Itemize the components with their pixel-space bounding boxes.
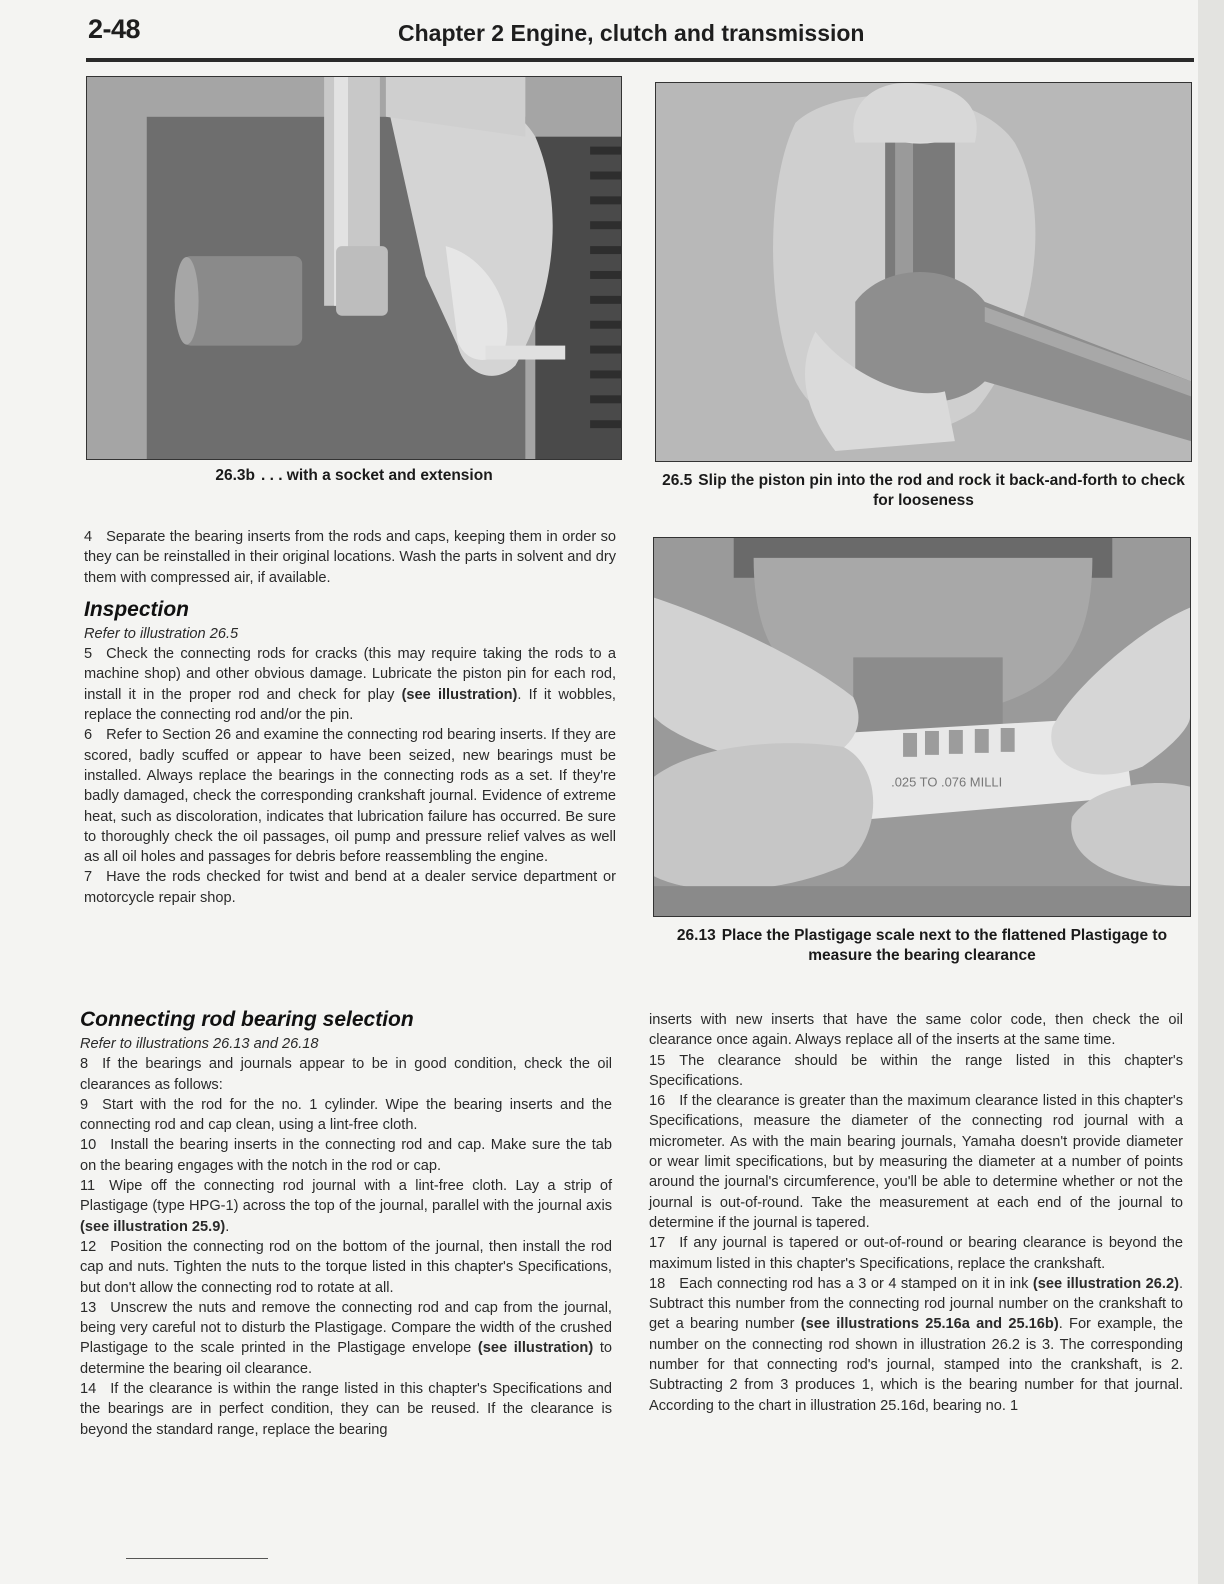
- figure-26-3b-photo: [86, 76, 622, 460]
- figure-26-13-photo: [653, 537, 1191, 917]
- paragraph-text: If the clearance is within the range listed in this chapter's Specifications and the bearings are in perfect condition, they can be reused. If the clearance is beyond the standard range, replace the bearing: [80, 1381, 612, 1438]
- page-edge-shadow: [1198, 0, 1224, 1584]
- paragraph-15: [649, 1051, 1183, 1092]
- paragraph-number: 15: [649, 1052, 666, 1069]
- paragraph-13: [80, 1298, 612, 1379]
- paragraph-5: [84, 644, 616, 725]
- paragraph-number: 13: [80, 1299, 97, 1316]
- paragraph-text: to determine the bearing oil clearance.: [80, 1340, 613, 1377]
- paragraph-text: .: [225, 1218, 230, 1235]
- paragraph-number: 14: [80, 1381, 97, 1398]
- paragraph-14: [80, 1379, 612, 1440]
- illustration-reference: (see illustrations 25.16a and 25.16b): [800, 1316, 1059, 1333]
- inspection-reference: Refer to illustration 26.5: [84, 625, 239, 642]
- caption-26-3b: [86, 466, 622, 486]
- figure-26-5-photo: [655, 82, 1192, 462]
- figure-caption-text: Slip the piston pin into the rod and rock it back-and-forth to check for looseness: [698, 472, 1185, 509]
- figure-number: 26.13: [676, 927, 716, 944]
- paragraph-6: [84, 725, 616, 867]
- right-column-lower: [649, 1010, 1183, 1416]
- figure-number: 26.5: [662, 472, 693, 489]
- paragraph-8: [80, 1054, 612, 1095]
- paragraph-number: 12: [80, 1238, 97, 1255]
- paragraph-10: [80, 1135, 612, 1176]
- paragraph-text: Unscrew the nuts and remove the connecting rod and cap from the journal, being very careful not to disturb the Plastigage. Compare the width of the crushed Plastigage to the scale printed in the Plastigage envelope: [80, 1299, 612, 1357]
- paragraph-text: Each connecting rod has a 3 or 4 stamped on it in ink: [679, 1275, 1033, 1292]
- footer-mark: [126, 1558, 268, 1559]
- paragraph-18: [649, 1274, 1183, 1416]
- paragraph-4: [84, 527, 616, 588]
- plastigage-scale-label: .025 TO .076 MILLI: [891, 774, 1003, 790]
- illustration-reference: (see illustration): [477, 1340, 594, 1357]
- figure-number: 26.3b: [215, 467, 255, 484]
- paragraph-14-continued: inserts with new inserts that have the same color code, then check the oil clearance once again. Always replace all of the inserts at the same time.: [649, 1012, 1183, 1049]
- paragraph-number: 17: [649, 1235, 666, 1252]
- header-rule: [86, 58, 1194, 62]
- paragraph-17: [649, 1233, 1183, 1274]
- paragraph-number: 8: [80, 1056, 89, 1073]
- paragraph-text: Wipe off the connecting rod journal with a lint-free cloth. Lay a strip of Plastigage (type HPG-1) across the top of the journal, parallel with the journal axis: [80, 1178, 612, 1215]
- figure-caption-text: Place the Plastigage scale next to the flattened Plastigage to measure the bearing clearance: [721, 927, 1168, 964]
- paragraph-text: . If it wobbles, replace the connecting rod and/or the pin.: [84, 686, 616, 724]
- figure-caption-text: . . . with a socket and extension: [260, 467, 493, 484]
- paragraph-number: 16: [649, 1093, 666, 1110]
- paragraph-text: . Subtract this number from the connecting rod journal number on the crankshaft to get a bearing number: [649, 1275, 1183, 1333]
- paragraph-11: [80, 1176, 612, 1237]
- paragraph-text: If the bearings and journals appear to be in good condition, check the oil clearances as follows:: [80, 1056, 612, 1093]
- paragraph-9: [80, 1095, 612, 1136]
- paragraph-number: 4: [84, 529, 93, 545]
- paragraph-12: [80, 1237, 612, 1298]
- paragraph-text: The clearance should be within the range listed in this chapter's Specifications.: [649, 1052, 1183, 1089]
- left-column-upper: [84, 527, 616, 908]
- paragraph-text: Check the connecting rods for cracks (this may require taking the rods to a machine shop) and other obvious damage. Lubricate the piston pin for each rod, install it in the proper rod and check for play: [84, 646, 616, 703]
- paragraph-number: 9: [80, 1096, 89, 1113]
- illustration-reference: (see illustration 26.2): [1032, 1275, 1179, 1292]
- illustration-reference: (see illustration): [401, 686, 518, 703]
- paragraph-text: . For example, the number on the connecting rod shown in illustration 26.2 is 3. The corresponding number for that connecting rod's journal, stamped into the crankshaft, is 2. Subtracting 2 from 3 produces 1, which is the bearing number for that journal. According to the chart in illustration 25.16d, bearing no. 1: [649, 1316, 1183, 1414]
- paragraph-text: Start with the rod for the no. 1 cylinder. Wipe the bearing inserts and the connecting rod and cap clean, using a lint-free cloth.: [80, 1096, 612, 1134]
- page-number: 2-48: [88, 14, 141, 44]
- paragraph-text: If the clearance is greater than the maximum clearance listed in this chapter's Specifications, measure the diameter of the connecting rod journal with a micrometer. As with the main bearing journals, Yamaha doesn't provide diameter or wear limit specifications, but by measuring the diameter at a number of points around the journal's circumference, you'll be able to determine whether or not the journal is out-of-round. Take the measurement at each end of the journal to determine if the journal is tapered.: [649, 1093, 1183, 1231]
- paragraph-number: 7: [84, 869, 93, 886]
- paragraph-text: Position the connecting rod on the bottom of the journal, then install the rod cap and nuts. Tighten the nuts to the torque listed in this chapter's Specifications, but don't allow the connecting rod to rotate at all.: [80, 1238, 612, 1296]
- caption-26-5: [655, 471, 1192, 511]
- caption-26-13: [653, 926, 1191, 966]
- paragraph-text: If any journal is tapered or out-of-round or bearing clearance is beyond the maximum listed in this chapter's Specifications, replace the crankshaft.: [649, 1235, 1183, 1272]
- left-column-lower: [80, 1006, 612, 1440]
- paragraph-number: 6: [84, 727, 93, 744]
- heading-connecting-rod-bearing-selection: Connecting rod bearing selection: [80, 1008, 414, 1031]
- paragraph-number: 18: [649, 1275, 666, 1292]
- paragraph-text: Refer to Section 26 and examine the connecting rod bearing inserts. If they are scored, badly scuffed or appear to have been seized, new bearings must be installed. Always replace the bearings in the connecting rods as a set. If they're badly damaged, check the corresponding crankshaft journal. Evidence of extreme heat, such as discoloration, indicates that lubrication failure has occurred. Be sure to thoroughly check the oil passages, oil pump and pressure relief valves as well as all oil holes and passages for debris before reassembling the engine.: [84, 727, 616, 866]
- paragraph-text: Separate the bearing inserts from the rods and caps, keeping them in order so they can be reinstalled in their original locations. Wash the parts in solvent and dry them with compressed air, if available.: [84, 529, 616, 586]
- paragraph-7: [84, 867, 616, 908]
- chapter-title: Chapter 2 Engine, clutch and transmission: [398, 20, 865, 46]
- paragraph-text: Install the bearing inserts in the connecting rod and cap. Make sure the tab on the bearing engages with the notch in the rod or cap.: [80, 1137, 612, 1174]
- illustration-reference: (see illustration 25.9): [80, 1218, 226, 1235]
- selection-reference: Refer to illustrations 26.13 and 26.18: [80, 1036, 319, 1052]
- paragraph-number: 5: [84, 646, 93, 663]
- paragraph-16: [649, 1091, 1183, 1233]
- paragraph-text: Have the rods checked for twist and bend at a dealer service department or motorcycle repair shop.: [84, 869, 616, 906]
- paragraph-number: 11: [80, 1178, 96, 1195]
- heading-inspection: Inspection: [84, 597, 190, 621]
- paragraph-number: 10: [80, 1137, 97, 1154]
